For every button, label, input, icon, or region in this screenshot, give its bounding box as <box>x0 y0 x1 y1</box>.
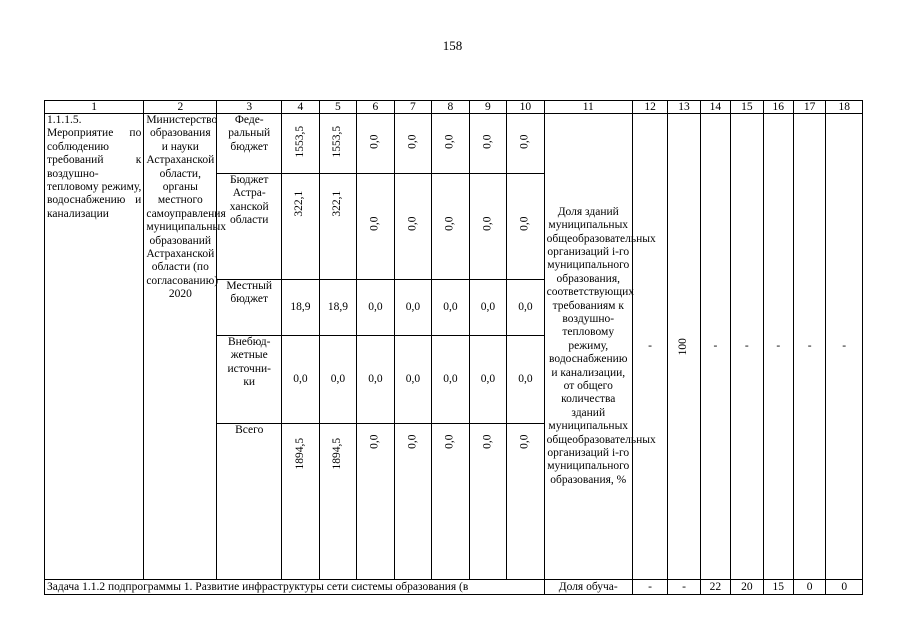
indicator-value: - <box>763 114 793 580</box>
value-cell: 0,0 <box>406 434 419 450</box>
col-number: 17 <box>793 101 825 114</box>
value-cell: 0,0 <box>368 216 381 232</box>
source-label: Местный бюджет <box>217 280 282 336</box>
value-cell: 0,0 <box>443 216 456 232</box>
value-cell: 1894,5 <box>331 438 344 470</box>
col-number: 3 <box>217 101 282 114</box>
indicator-value: - <box>793 114 825 580</box>
col-number: 8 <box>432 101 470 114</box>
value-cell: 1553,5 <box>331 126 344 158</box>
table-row <box>45 114 863 174</box>
col-number: 9 <box>469 101 507 114</box>
col-number: 11 <box>544 101 632 114</box>
task-row <box>45 580 863 595</box>
page-number: 158 <box>442 38 463 53</box>
program-table <box>44 100 863 595</box>
value-cell: 0,0 <box>469 336 507 424</box>
task-indicator: Доля обуча- <box>544 580 632 595</box>
col-number: 12 <box>632 101 667 114</box>
task-value: 20 <box>731 580 763 595</box>
indicator-value: - <box>632 114 667 580</box>
indicator-value: - <box>731 114 763 580</box>
col-number: 6 <box>357 101 395 114</box>
source-label: Бюджет Астра- ханской области <box>217 174 282 280</box>
col-number: 7 <box>394 101 432 114</box>
indicator-value: - <box>826 114 863 580</box>
value-cell: 0,0 <box>518 134 531 150</box>
col-number: 15 <box>731 101 763 114</box>
task-value: 15 <box>763 580 793 595</box>
task-value: 0 <box>793 580 825 595</box>
value-cell: 0,0 <box>406 134 419 150</box>
source-label: Внебюд- жетные источни- ки <box>217 336 282 424</box>
value-cell: 0,0 <box>469 280 507 336</box>
measure-name: 1.1.1.5. Мероприятие по соблюдению требований к воздушно-тепловому режиму, водоснабжению и канализации <box>45 114 144 580</box>
measure-executor: Министерство образования и науки Астраханской области, органы местного самоуправления муниципальных образований Астраханской области (по согласованию) 2020 <box>144 114 217 580</box>
task-value: - <box>632 580 667 595</box>
value-cell: 1894,5 <box>293 438 306 470</box>
value-cell: 0,0 <box>443 134 456 150</box>
col-number: 1 <box>45 101 144 114</box>
source-label: Всего <box>217 424 282 580</box>
value-cell: 0,0 <box>357 280 395 336</box>
value-cell: 18,9 <box>282 280 320 336</box>
col-number: 16 <box>763 101 793 114</box>
value-cell: 0,0 <box>481 216 494 232</box>
value-cell: 0,0 <box>507 336 545 424</box>
col-number: 10 <box>507 101 545 114</box>
value-cell: 0,0 <box>507 280 545 336</box>
value-cell: 0,0 <box>432 336 470 424</box>
value-cell: 0,0 <box>368 134 381 150</box>
value-cell: 0,0 <box>443 434 456 450</box>
indicator-value: - <box>700 114 730 580</box>
value-cell: 0,0 <box>319 336 357 424</box>
value-cell: 0,0 <box>518 216 531 232</box>
task-value: - <box>668 580 700 595</box>
value-cell: 0,0 <box>394 280 432 336</box>
value-cell: 0,0 <box>394 336 432 424</box>
task-title: Задача 1.1.2 подпрограммы 1. Развитие инфраструктуры сети системы образования (в <box>45 580 545 595</box>
value-cell: 18,9 <box>319 280 357 336</box>
col-number: 5 <box>319 101 357 114</box>
value-cell: 1553,5 <box>293 126 306 158</box>
indicator-text: Доля зданий муниципальных общеобразовательных организаций i-го муниципального образования, соответствующих требованиям к воздушно-тепловому режиму, водоснабжению и канализации, от общего количества зданий муниципальных общеобразовательных организаций i-го муниципального образования, % <box>544 114 632 580</box>
column-number-row <box>45 101 863 114</box>
col-number: 18 <box>826 101 863 114</box>
col-number: 4 <box>282 101 320 114</box>
value-cell: 0,0 <box>432 280 470 336</box>
value-cell: 0,0 <box>357 336 395 424</box>
value-cell: 0,0 <box>368 434 381 450</box>
col-number: 13 <box>668 101 700 114</box>
value-cell: 0,0 <box>406 216 419 232</box>
task-value: 22 <box>700 580 730 595</box>
value-cell: 0,0 <box>481 134 494 150</box>
col-number: 2 <box>144 101 217 114</box>
value-cell: 0,0 <box>282 336 320 424</box>
value-cell: 322,1 <box>331 191 344 217</box>
value-cell: 0,0 <box>518 434 531 450</box>
value-cell: 322,1 <box>293 191 306 217</box>
col-number: 14 <box>700 101 730 114</box>
task-value: 0 <box>826 580 863 595</box>
value-cell: 0,0 <box>481 434 494 450</box>
source-label: Феде- ральный бюджет <box>217 114 282 174</box>
indicator-value: 100 <box>677 337 690 356</box>
